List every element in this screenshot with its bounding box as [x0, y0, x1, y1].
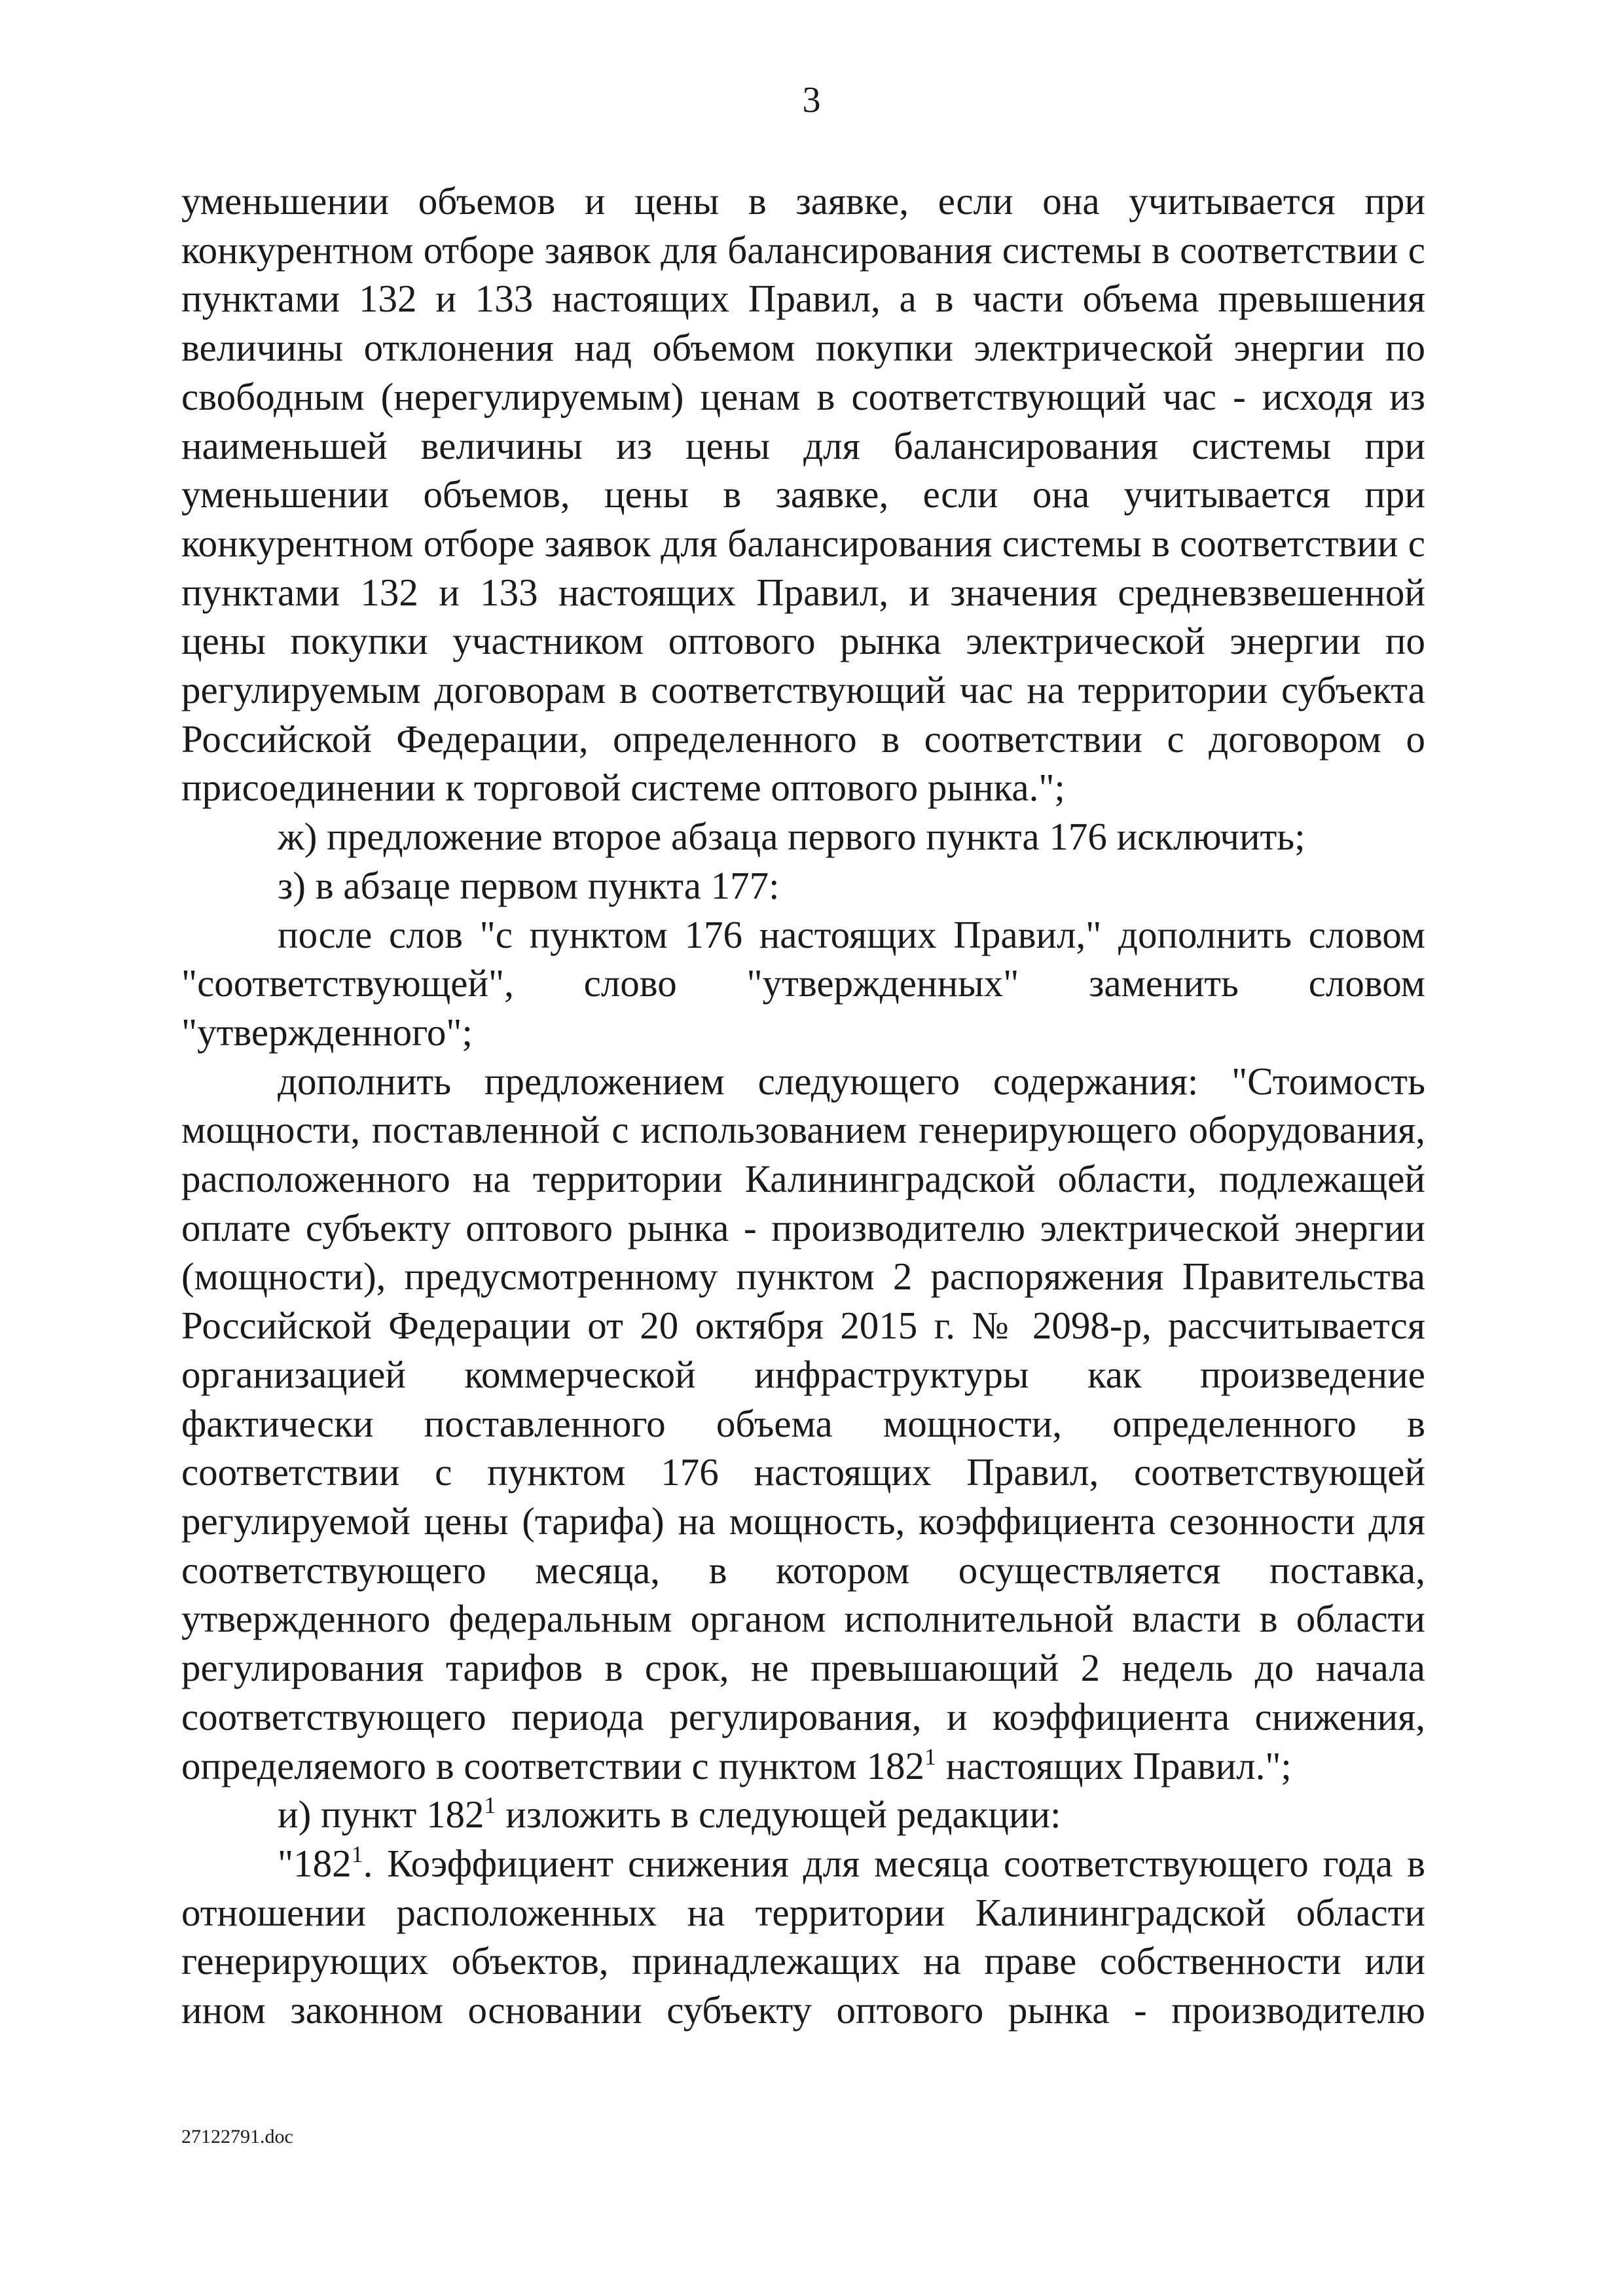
paragraph-text-after: . Коэффициент снижения для месяца соответствующего года в отношении расположенных на территории Калининградской области генерирующих объектов, принадлежащих на праве собственности или ином законном основании субъекту оптового рынка - производителю	[181, 1841, 1425, 2032]
superscript: 1	[484, 1792, 496, 1819]
paragraph-text-after: изложить в следующей редакции:	[496, 1793, 1061, 1837]
paragraph-item-z: з) в абзаце первом пункта 177:	[278, 863, 780, 907]
paragraph-continuation: уменьшении объемов и цены в заявке, если она учитывается при конкурентном отборе заявок для балансирования системы в соответствии с пунктами 132 и 133 настоящих Правил, а в части объема превышения величины отклонения над объемом покупки электрической энергии по свободным (нерегулируемым) ценам в соответствующий час - исходя из наименьшей величины из цены для балансирования системы при уменьшении объемов, цены в заявке, если она учитывается при конкурентном отборе заявок для балансирования системы в соответствии с пунктами 132 и 133 настоящих Правил, и значения средневзвешенной цены покупки участником оптового рынка электрической энергии по регулируемым договорам в соответствующий час на территории субъекта Российской Федерации, определенного в соответствии с договором о присоединении к торговой системе оптового рынка.";	[181, 179, 1425, 810]
paragraph-text-before: дополнить предложением следующего содержания: "Стоимость мощности, поставленной с использованием генерирующего оборудования, расположенного на территории Калининградской области, подлежащей оплате субъекту оптового рынка - производителю электрической энергии (мощности), предусмотренному пунктом 2 распоряжения Правительства Российской Федерации от 20 октября 2015 г. № 2098-р, рассчитывается организацией коммерческой инфраструктуры как произведение фактически поставленного объема мощности, определенного в соответствии с пунктом 176 настоящих Правил, соответствующей регулируемой цены (тарифа) на мощность, коэффициента сезонности для соответствующего месяца, в котором осуществляется поставка, утвержденного федеральным органом исполнительной власти в области регулирования тарифов в срок, не превышающий 2 недель до начала соответствующего периода регулирования, и коэффициента снижения, определяемого в соответствии с пунктом 182	[181, 1059, 1425, 1787]
paragraph-after-words: после слов "с пунктом 176 настоящих Правил," дополнить словом "соответствующей", слово "утвержденных" заменить словом "утвержденного";	[181, 912, 1425, 1054]
paragraph-text-after: настоящих Правил.";	[936, 1744, 1292, 1787]
superscript: 1	[924, 1743, 936, 1770]
page-number: 3	[802, 80, 821, 120]
paragraph-text-before: "182	[278, 1841, 352, 1885]
paragraph-supplement-sentence	[181, 1057, 1425, 1791]
document-body	[181, 177, 1425, 2035]
paragraph-point-182-1	[181, 1839, 1425, 2035]
superscript: 1	[351, 1840, 363, 1867]
paragraph-item-i	[181, 1790, 1425, 1839]
paragraph-item-zh: ж) предложение второе абзаца первого пункта 176 исключить;	[278, 815, 1305, 859]
paragraph-text-before: и) пункт 182	[278, 1793, 484, 1837]
footer-file-name: 27122791.doc	[181, 2126, 293, 2147]
